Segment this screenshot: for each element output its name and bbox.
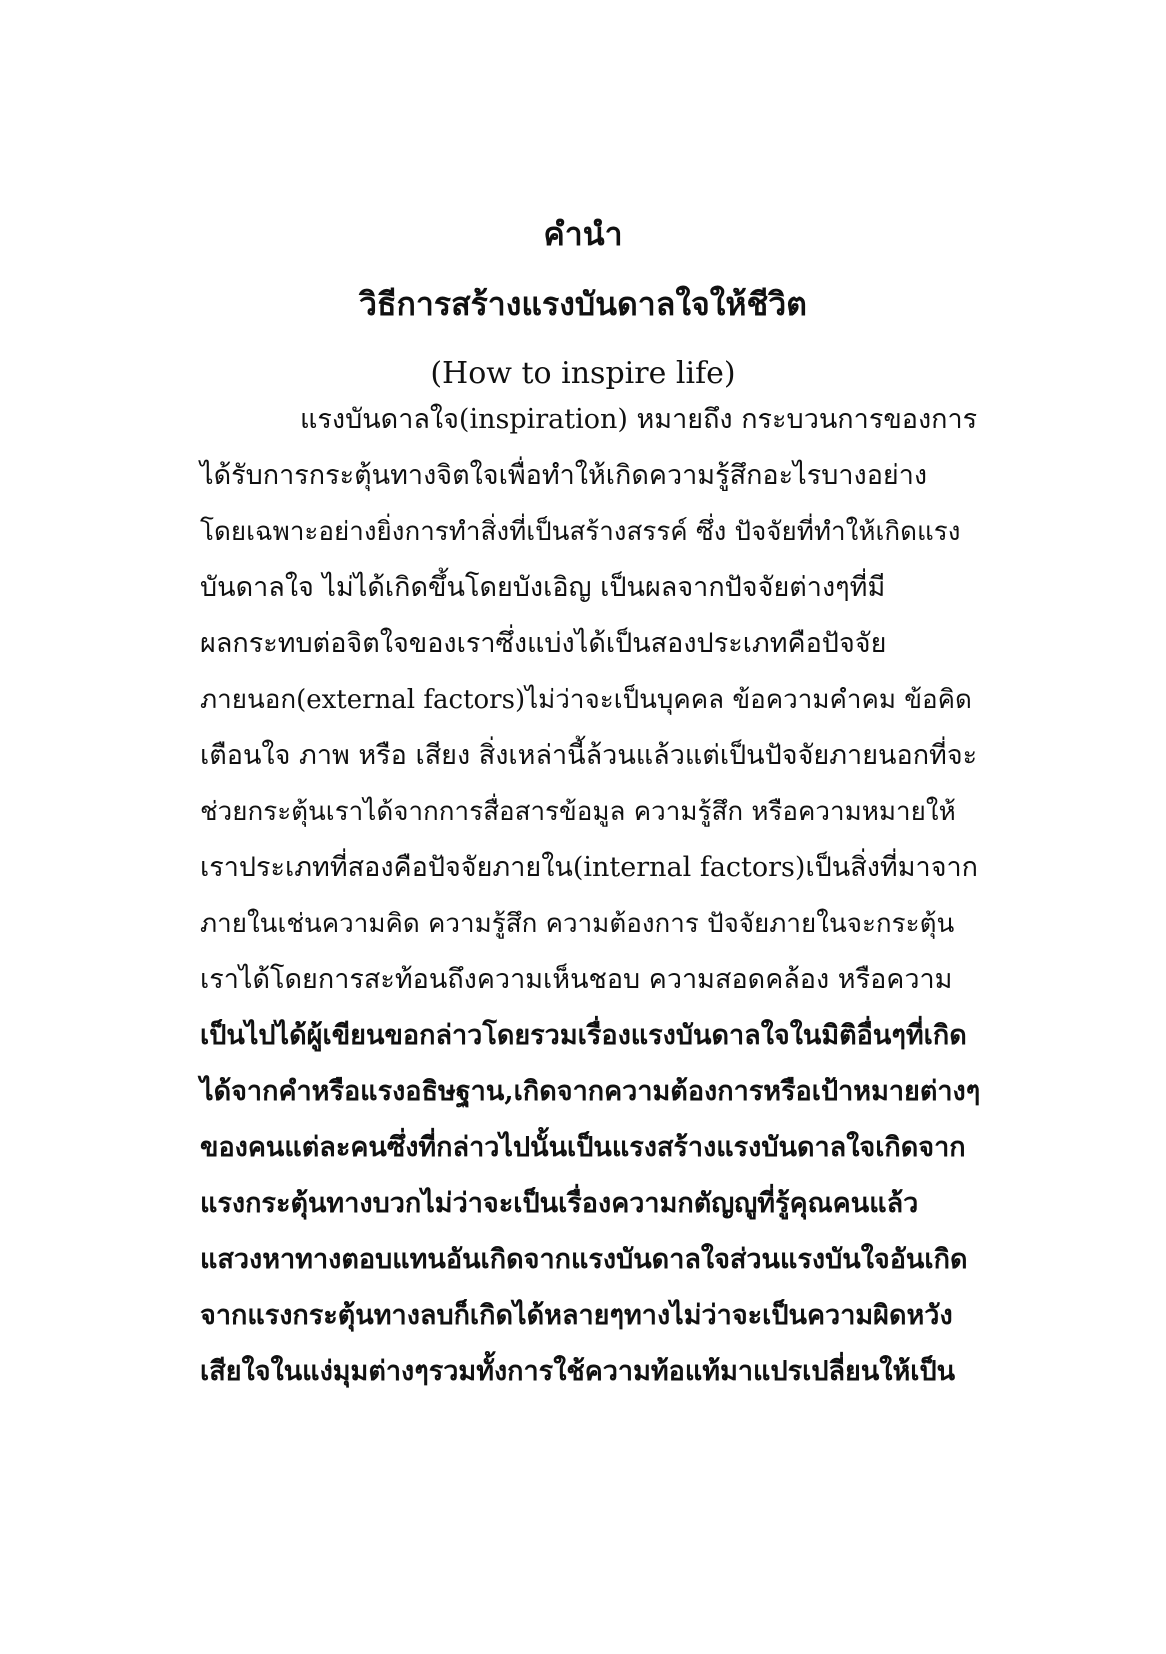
paragraph-line: ได้รับการกระตุ้นทางจิตใจเพื่อทำให้เกิดความรู้สึกอะไรบางอย่าง bbox=[200, 460, 928, 491]
paragraph-line: โดยเฉพาะอย่างยิ่งการทำสิ่งที่เป็นสร้างสรรค์ ซึ่ง ปัจจัยที่ทำให้เกิดแรง bbox=[200, 517, 961, 547]
page-title: วิธีการสร้างแรงบันดาลใจให้ชีวิต bbox=[359, 285, 807, 323]
paragraph-line: เป็นไปได้ผู้เขียนขอกล่าวโดยรวมเรื่องแรงบันดาลใจในมิติอื่นๆที่เกิด bbox=[200, 1020, 967, 1051]
paragraph-line: เราประเภทที่สองคือปัจจัยภายใน(internal factors)เป็นสิ่งที่มาจาก bbox=[200, 852, 979, 883]
paragraph-line: แรงบันดาลใจ(inspiration) หมายถึง กระบวนการของการ bbox=[300, 404, 978, 435]
paragraph-line: ของคนแต่ละคนซึ่งที่กล่าวไปนั้นเป็นแรงสร้างแรงบันดาลใจเกิดจาก bbox=[200, 1132, 966, 1163]
paragraph-line: เสียใจในแง่มุมต่างๆรวมทั้งการใช้ความท้อแท้มาแปรเปลี่ยนให้เป็น bbox=[200, 1356, 956, 1387]
paragraph-line: ภายในเช่นความคิด ความรู้สึก ความต้องการ ปัจจัยภายในจะกระตุ้น bbox=[200, 909, 955, 939]
paragraph-line: ภายนอก(external factors)ไม่ว่าจะเป็นบุคคล ข้อความคำคม ข้อคิด bbox=[200, 685, 972, 715]
paragraph-line: แสวงหาทางตอบแทนอันเกิดจากแรงบันดาลใจส่วนแรงบันใจอันเกิด bbox=[200, 1244, 968, 1275]
paragraph-line: บันดาลใจ ไม่ได้เกิดขึ้นโดยบังเอิญ เป็นผลจากปัจจัยต่างๆที่มี bbox=[200, 572, 886, 603]
paragraph-line: ช่วยกระตุ้นเราได้จากการสื่อสารข้อมูล ความรู้สึก หรือความหมายให้ bbox=[200, 797, 956, 827]
paragraph-line: จากแรงกระตุ้นทางลบก็เกิดได้หลายๆทางไม่ว่าจะเป็นความผิดหวัง bbox=[200, 1300, 953, 1331]
paragraph-line: แรงกระตุ้นทางบวกไม่ว่าจะเป็นเรื่องความกตัญญูที่รู้คุณคนแล้ว bbox=[200, 1188, 919, 1219]
paragraph-line: ได้จากคำหรือแรงอธิษฐาน,เกิดจากความต้องการหรือเป้าหมายต่างๆ bbox=[200, 1076, 981, 1107]
paragraph-line: ผลกระทบต่อจิตใจของเราซึ่งแบ่งได้เป็นสองประเภทคือปัจจัย bbox=[200, 628, 887, 659]
page-subtitle: (How to inspire life) bbox=[430, 356, 736, 391]
paragraph-line: เราได้โดยการสะท้อนถึงความเห็นชอบ ความสอดคล้อง หรือความ bbox=[200, 964, 953, 995]
paragraph-line: เตือนใจ ภาพ หรือ เสียง สิ่งเหล่านี้ล้วนแล้วแต่เป็นปัจจัยภายนอกที่จะ bbox=[200, 740, 978, 771]
page-heading: คำนำ bbox=[543, 215, 623, 253]
